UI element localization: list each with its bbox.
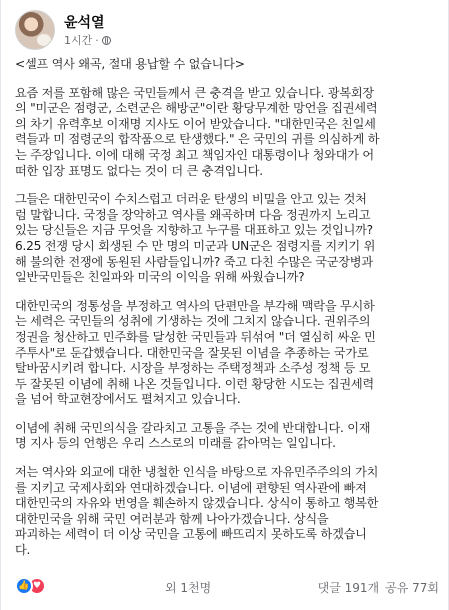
reaction-icons[interactable] <box>15 577 55 595</box>
post-body <box>15 57 439 559</box>
love-reaction-icon: ♥ <box>28 577 46 595</box>
author-name[interactable]: 윤석열 <box>64 15 105 31</box>
post-time[interactable]: 1시간 <box>64 34 93 47</box>
like-reaction-icon: 👍 <box>15 577 33 595</box>
meta-separator: · <box>95 33 99 47</box>
avatar-dog <box>37 34 51 46</box>
post-stats <box>318 579 439 596</box>
share-count[interactable]: 공유 77회 <box>385 581 439 595</box>
post-paragraph-4: 이념에 취해 국민의식을 갈라치고 고통을 주는 것에 반대합니다. 이재 명 지사 등의 언행은 우리 스스로의 미래를 갉아먹는 일입니다. <box>15 420 371 451</box>
post-paragraph-1: 요즘 저를 포함해 많은 국민들께서 큰 충격을 받고 있습니다. 광복회장 의 "미군은 점령군, 소련군은 해방군"이란 황당무계한 망언을 집권세력 의 차기 유력후보 이재명 지사도 이어 받았습니다. "대한민국은 친일세 력들과 미 점령군의 합작품으로 탄생했다." 은 국민의 귀를 의심하게 하 는 주장입니다. 이에 대해 국정 최고 책임자인 대통령이나 청와대가 어 떠한 입장 표명도 없다는 것이 더 큰 충격입니다. <box>15 85 380 178</box>
author-avatar[interactable] <box>15 10 55 50</box>
reaction-count[interactable]: 외 1천명 <box>165 581 212 595</box>
post-paragraph-3: 대한민국의 정통성을 부정하고 역사의 단편만을 부각해 맥락을 무시하 는 세력은 국민들의 성취에 기생하는 것에 그치지 않습니다. 권위주의 정권을 청산하고 민주화를 달성한 국민들과 뒤섞여 "더 열심히 싸운 민 주투사"로 둔갑했습니다. 대한민국을 잘못된 이념을 추종하는 국가로 탈바꿈시키려 합니다. 시장을 부정하는 주택정책과 소주성 정책 등 모 두 잘못된 이념에 취해 나온 것들입니다. 이런 황당한 시도는 집권세력 을 넘어 학교현장에서도 펼쳐지고 있습니다. <box>15 298 376 407</box>
post-header <box>15 10 435 50</box>
post-footer <box>15 576 439 598</box>
post-paragraph-5: 저는 역사와 외교에 대한 냉철한 인식을 바탕으로 자유민주주의의 가치 를 지키고 국제사회와 연대하겠습니다. 이념에 편향된 역사관에 빠져 대한민국의 자유와 번영을 훼손하지 않겠습니다. 상식이 통하고 행복한 대한민국을 위해 국민 여러분과 함께 나아가겠습니다. 상식을 파괴하는 세력이 더 이상 국민을 고통에 빠뜨리지 못하도록 하겠습니 다. <box>15 465 379 558</box>
globe-icon[interactable] <box>102 36 111 45</box>
post-meta <box>64 32 111 48</box>
post-paragraph-2: 그들은 대한민국이 수치스럽고 더러운 탄생의 비밀을 안고 있는 것처 럼 말합니다. 국정을 장악하고 역사를 왜곡하며 다음 정권까지 노리고 있는 당신들은 지금 무엇을 지향하고 누구를 대표하고 있는 것입니까? 6.25 전쟁 당시 회생된 수 만 명의 미군과 UN군은 점령지를 지키기 위 해 불의한 전쟁에 동원된 사람들입니까? 죽고 다친 수많은 국군장병과 일반국민들은 친일파와 미국의 이익을 위해 싸웠습니까? <box>15 192 376 285</box>
post-title: <셀프 역사 왜곡, 절대 용납할 수 없습니다> <box>15 57 245 71</box>
comment-count[interactable]: 댓글 191개 <box>317 581 380 595</box>
